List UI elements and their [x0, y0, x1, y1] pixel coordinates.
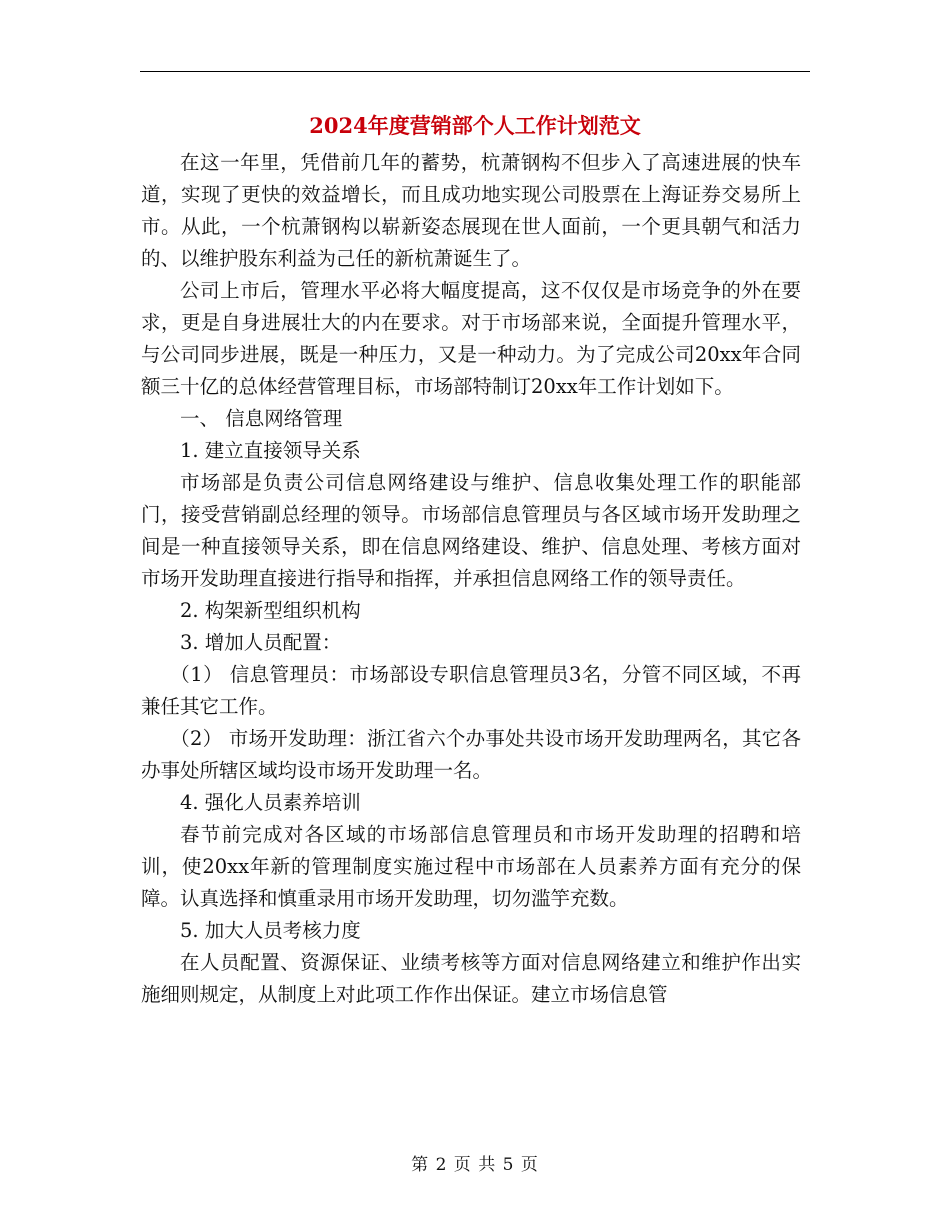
item-heading-1: 1. 建立直接领导关系 [180, 439, 361, 462]
document-title: 2024年度营销部个人工作计划范文 [309, 113, 641, 138]
item-heading-5: 5. 加大人员考核力度 [180, 919, 361, 942]
sub-item-2: （2） 市场开发助理：浙江省六个办事处共设市场开发助理两名，其它各办事处所辖区域均设市场开发助理一名。 [141, 727, 801, 782]
item-heading-2: 2. 构架新型组织机构 [180, 599, 361, 622]
paragraph-intro: 在这一年里，凭借前几年的蓄势，杭萧钢构不但步入了高速进展的快车道，实现了更快的效益增长，而且成功地实现公司股票在上海证券交易所上市。从此，一个杭萧钢构以崭新姿态展现在世人面前，一个更具朝气和活力的、以维护股东利益为己任的新杭萧诞生了。 [141, 151, 801, 270]
paragraph-listing: 公司上市后，管理水平必将大幅度提高，这不仅仅是市场竞争的外在要求，更是自身进展壮大的内在要求。对于市场部来说，全面提升管理水平，与公司同步进展，既是一种压力，又是一种动力。为了完成公司20xx年合同额三十亿的总体经营管理目标，市场部特制订20xx年工作计划如下。 [141, 279, 801, 398]
item-heading-3: 3. 增加人员配置： [180, 631, 342, 654]
header-rule [140, 71, 810, 72]
paragraph-assessment: 在人员配置、资源保证、业绩考核等方面对信息网络建立和维护作出实施细则规定，从制度上对此项工作作出保证。建立市场信息管 [141, 951, 801, 1006]
page-number: 第 2 页 共 5 页 [411, 1155, 539, 1175]
sub-item-1: （1） 信息管理员：市场部设专职信息管理员3名，分管不同区域，不再兼任其它工作。 [141, 663, 801, 718]
section-heading-info-network: 一、 信息网络管理 [180, 407, 343, 430]
item-heading-4: 4. 强化人员素养培训 [180, 791, 361, 814]
paragraph-market-dept: 市场部是负责公司信息网络建设与维护、信息收集处理工作的职能部门，接受营销副总经理的领导。市场部信息管理员与各区域市场开发助理之间是一种直接领导关系，即在信息网络建设、维护、信息处理、考核方面对市场开发助理直接进行指导和指挥，并承担信息网络工作的领导责任。 [141, 471, 801, 590]
paragraph-training: 春节前完成对各区域的市场部信息管理员和市场开发助理的招聘和培训，使20xx年新的管理制度实施过程中市场部在人员素养方面有充分的保障。认真选择和慎重录用市场开发助理，切勿滥竽充数。 [141, 823, 801, 910]
document-body [141, 147, 801, 1011]
